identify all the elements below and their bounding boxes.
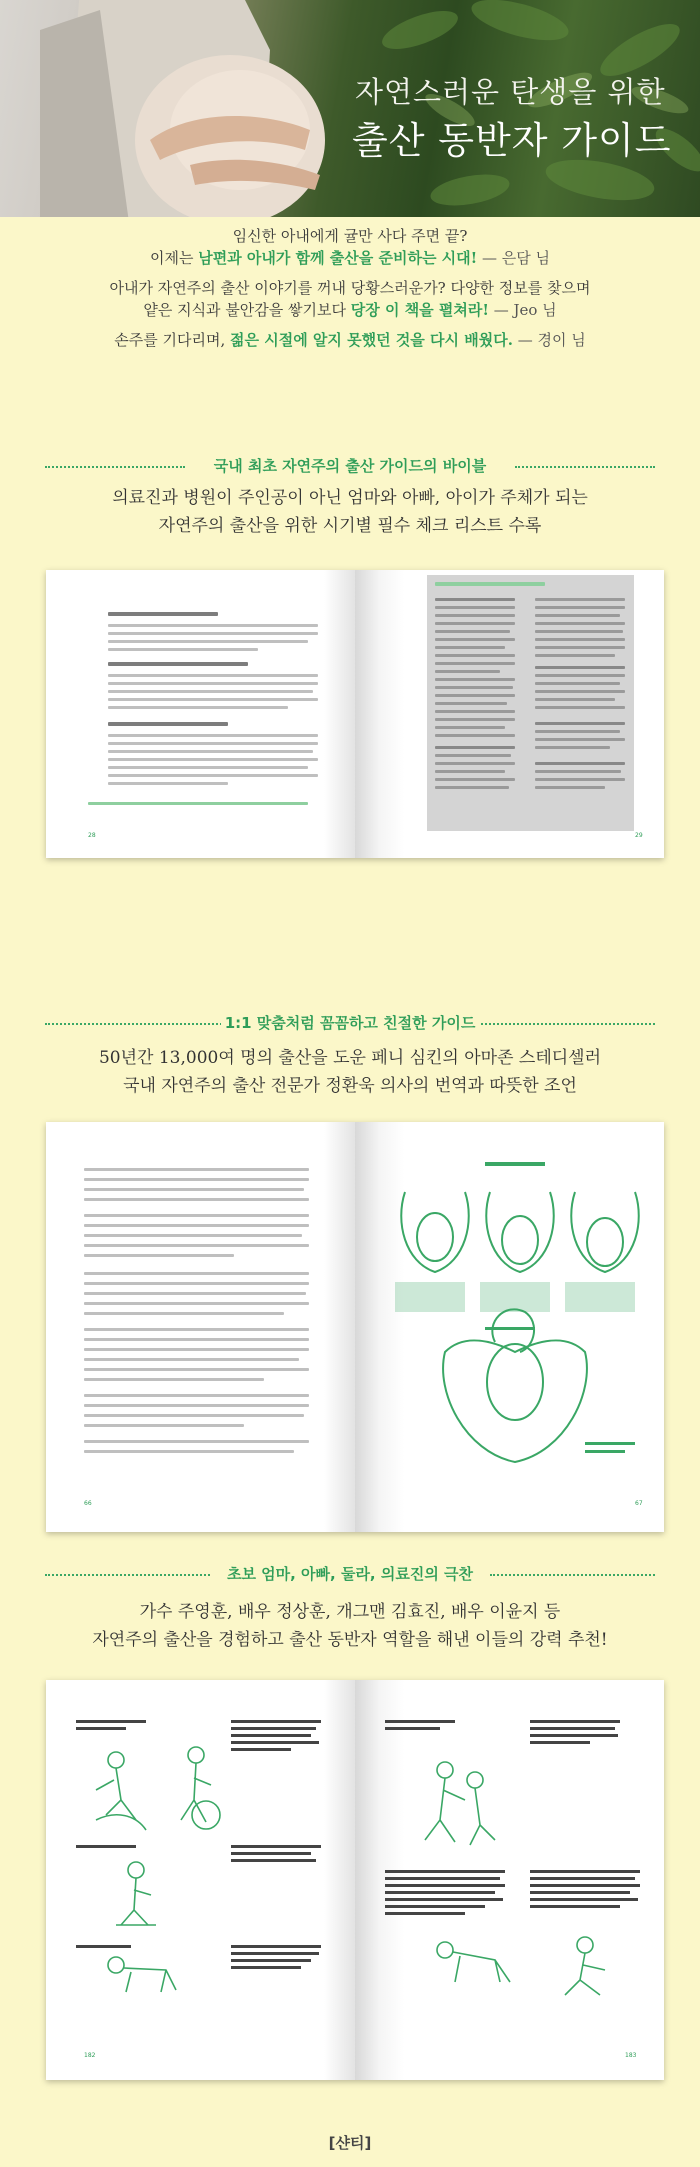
quote-highlight: 남편과 아내가 함께 출산을 준비하는 시대! <box>198 249 478 267</box>
quote-3-line-1 <box>0 329 700 351</box>
book-spread-3 <box>46 1680 664 2080</box>
hero-title-line2: 출산 동반자 가이드 <box>352 119 672 162</box>
section-3-subtitle-line2: 자연주의 출산을 경험하고 출산 동반자 역할을 해낸 이들의 강력 추천! <box>92 1630 608 1650</box>
pelvis-illustration <box>385 1152 645 1492</box>
book-page-left <box>46 1122 355 1532</box>
page-number-left: 28 <box>88 832 96 839</box>
book-page-left <box>46 1680 355 2080</box>
quote-highlight: 젊은 시절에 알지 못했던 것을 다시 배웠다. <box>230 331 513 349</box>
publisher-logo: [샨티] <box>328 2134 372 2152</box>
quote-1-line-1 <box>0 225 700 247</box>
book-page-right <box>355 570 664 858</box>
page-number-right: 67 <box>635 1500 643 1507</box>
section-3-title-text: 초보 엄마, 아빠, 둘라, 의료진의 극찬 <box>223 1565 477 1583</box>
section-3-subtitle-line1: 가수 주영훈, 배우 정상훈, 개그맨 김효진, 배우 이윤지 등 <box>139 1602 561 1622</box>
section-2-subtitle <box>0 1044 700 1100</box>
section-2-subtitle-line2: 국내 자연주의 출산 전문가 정환욱 의사의 번역과 따뜻한 조언 <box>123 1076 577 1096</box>
section-1-title <box>45 455 655 476</box>
section-1-header <box>45 455 655 479</box>
book-page-left <box>46 570 355 858</box>
quote-3 <box>0 329 700 351</box>
book-spread-1 <box>46 570 664 858</box>
figure-title-bar <box>485 1162 545 1166</box>
quote-attribution: — Jeo 님 <box>488 301 557 319</box>
page-number-left: 66 <box>84 1500 92 1507</box>
page-number-right: 183 <box>625 2052 637 2059</box>
section-1-subtitle <box>0 484 700 540</box>
section-2-subtitle-line1: 50년간 13,000여 명의 출산을 도운 페니 심킨의 아마존 스테디셀러 <box>98 1048 602 1068</box>
section-2-title <box>45 1012 655 1033</box>
quote-text: 얕은 지식과 불안감을 쌓기보다 <box>143 301 351 319</box>
quote-2-line-2 <box>0 299 700 321</box>
section-2-header <box>45 1012 655 1036</box>
support-positions-illustration <box>385 1720 655 2020</box>
quote-2 <box>0 277 700 321</box>
quote-text: 손주를 기다리며, <box>114 331 231 349</box>
section-1-subtitle-line1: 의료진과 병원이 주인공이 아닌 엄마와 아빠, 아이가 주체가 되는 <box>112 488 588 508</box>
quote-text: 아내가 자연주의 출산 이야기를 꺼내 당황스러운가? 다양한 정보를 찾으며 <box>109 279 591 297</box>
page-number-right: 29 <box>635 832 643 839</box>
section-3-header <box>45 1563 655 1587</box>
quote-attribution: — 경이 님 <box>512 331 586 349</box>
book-page-right <box>355 1122 664 1532</box>
section-2-title-text: 1:1 맞춤처럼 꼼꼼하고 친절한 가이드 <box>221 1014 480 1032</box>
pregnant-couple-photo <box>40 0 370 217</box>
section-1-title-text: 국내 최초 자연주의 출산 가이드의 바이블 <box>210 457 490 475</box>
labor-positions-illustration <box>76 1720 346 2020</box>
section-3-title <box>45 1563 655 1584</box>
section-1-subtitle-line2: 자연주의 출산을 위한 시기별 필수 체크 리스트 수록 <box>158 516 542 536</box>
quote-highlight: 당장 이 책을 펼쳐라! <box>350 301 489 319</box>
quote-1-line-2 <box>0 247 700 269</box>
quote-1 <box>0 225 700 269</box>
hero-banner <box>0 0 700 217</box>
reader-quotes <box>0 225 700 359</box>
page-number-left: 182 <box>84 2052 96 2059</box>
hero-title-line1: 자연스러운 탄생을 위한 <box>355 75 666 109</box>
quote-text: 임신한 아내에게 귤만 사다 주면 끝? <box>232 227 468 245</box>
book-page-right <box>355 1680 664 2080</box>
section-3-subtitle <box>0 1598 700 1654</box>
book-spread-2 <box>46 1122 664 1532</box>
quote-attribution: — 은담 님 <box>477 249 551 267</box>
quote-2-line-1 <box>0 277 700 299</box>
quote-text: 이제는 <box>149 249 199 267</box>
